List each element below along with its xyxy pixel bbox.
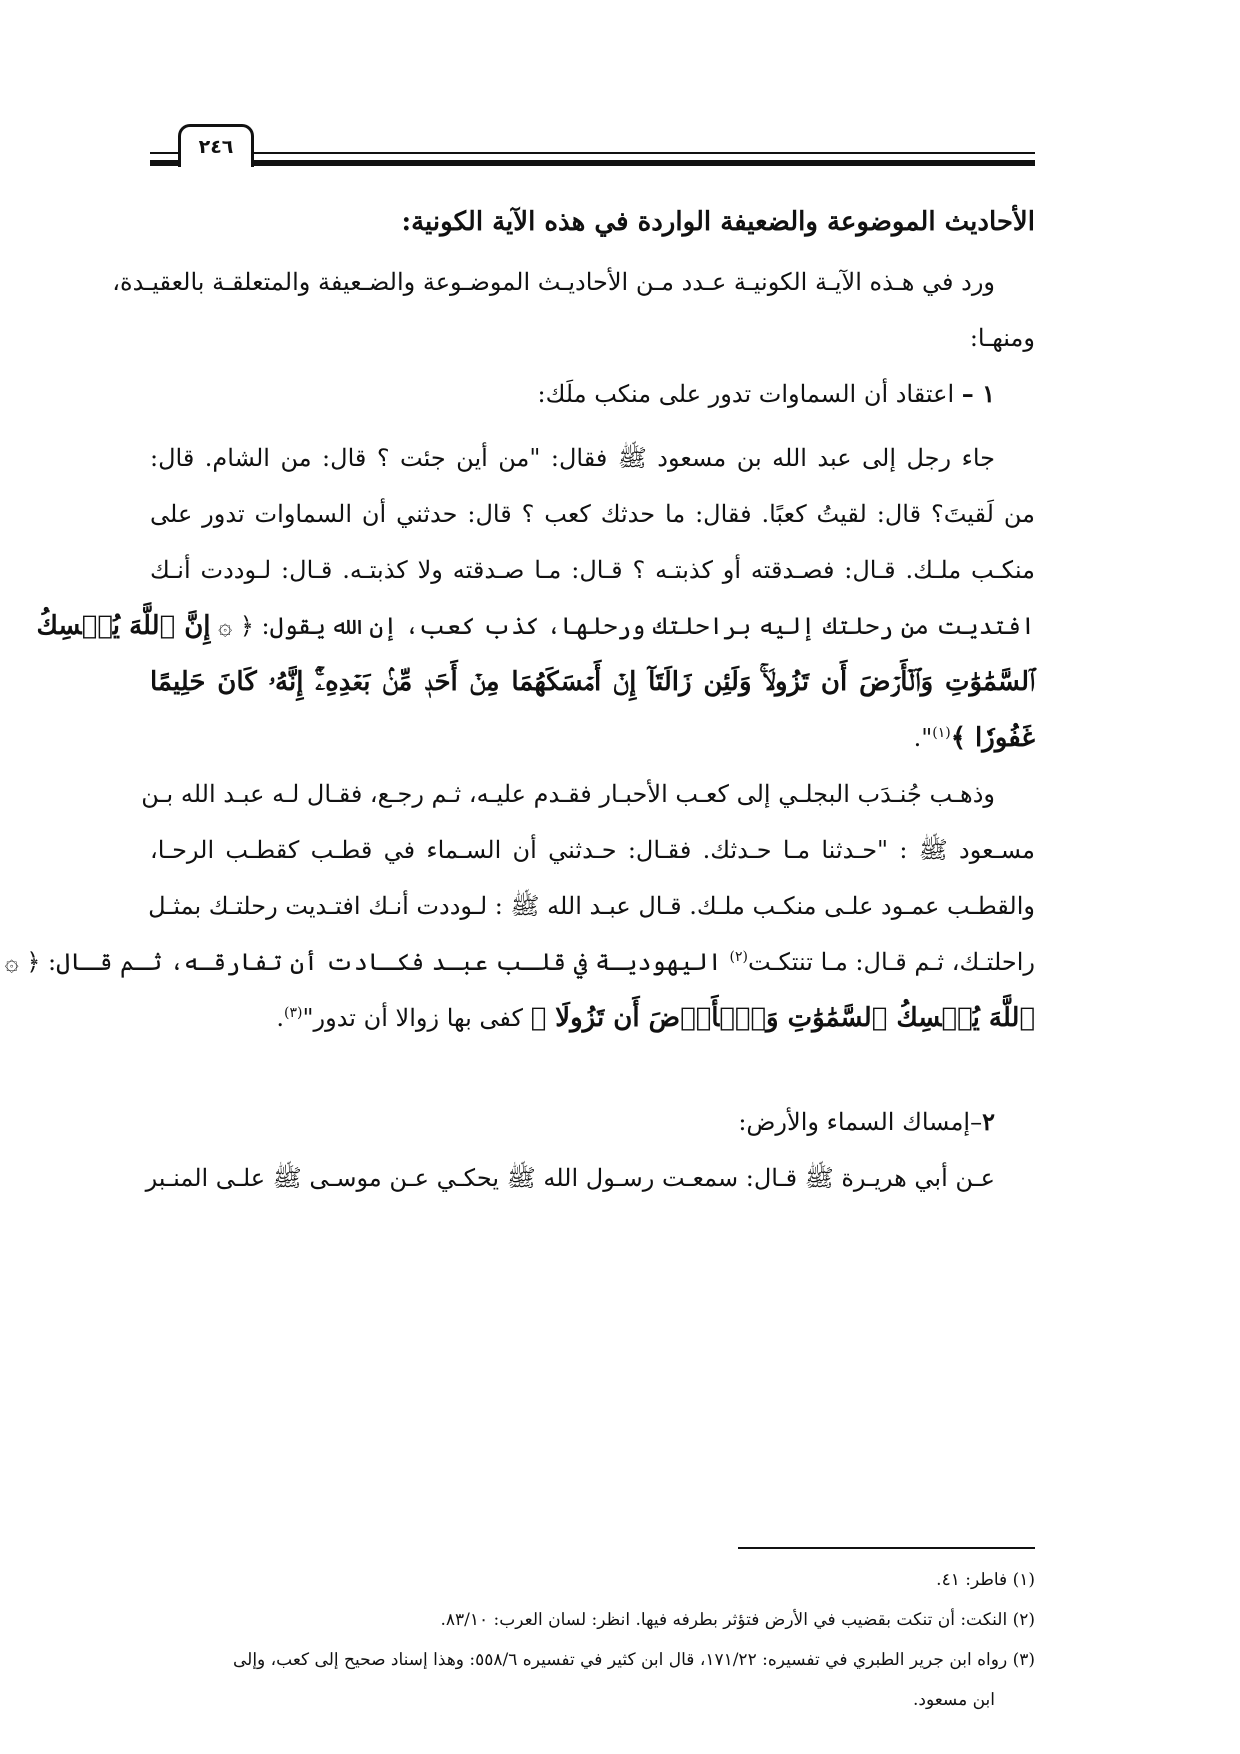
footnote-3: (٣) رواه ابن جرير الطبري في تفسيره: ١٧١/٢٢، قال ابن كثير في تفسيره ٥٥٨/٦: وهذا إسناد صحيح إلى كعب، وإلى [232,1650,1035,1670]
item-2-title [150,1094,1035,1150]
item-2-text: –إمساك السماء والأرض: [738,1108,983,1136]
header-rule-thick [150,160,1035,166]
para-2-line-4-text-a: راحلتـك، ثـم قـال: مـا تنتكـت [747,948,1035,976]
footnote-3-continued: ابن مسعود. [912,1690,995,1710]
footnote-ref-2[interactable]: (٢) [729,949,748,965]
footnote-1: (١) فاطر: ٤١. [936,1570,1035,1590]
header-rule-thin [150,152,1035,154]
quran-verse-line: ٱللَّهَ يُمۡسِكُ ٱلسَّمَٰوَٰتِ وَٱلۡأَرۡضَ أَن تَزُولَا ﴾ [530,1003,1035,1033]
spacer [150,422,1035,430]
para-2-line-4-text-b: اليهوديـة في قلـب عبـد فكـادت أن تفارقـه، ثـم قـال: ﴿ ۞ [4,948,722,976]
para-1-line-3: منكـب ملـك. قـال: فصـدقته أو كذبتـه ؟ قـال: مـا صـدقته ولا كذبتـه. قـال: لـوددت أنـك [150,556,1035,584]
quote-close: ". [913,724,933,752]
page-body [4,190,1035,1206]
para-1-line-1: جاء رجل إلى عبد الله بن مسعود ﷺ فقال: "من أين جئت ؟ قال: من الشام. قال: [150,444,995,472]
item-1-title [150,366,1035,422]
para-2-line-5 [150,990,1035,1046]
para-1-line-6 [150,710,1035,766]
para-3-line-1: عـن أبي هريـرة ﷺ قـال: سمعـت رسـول الله ﷺ يحكـي عـن موسـى ﷺ علـى المنـبر [145,1164,995,1192]
footnotes [150,1560,1035,1720]
footnote-ref-1[interactable]: (١) [932,725,951,741]
item-2-number: ٢ [982,1107,995,1136]
page-number: ٢٤٦ [178,124,254,167]
intro-line-2: ومنهـا: [969,324,1035,352]
para-2-line-3: والقطـب عمـود علـى منكـب ملـك. قـال عبـد الله ﷺ : لـوددت أنـك افتـديت رحلتـك بمثـل [148,892,1035,920]
para-1-line-4-text: افتديت من رحلتك إليه براحلتك ورحلها، كذب كعب، إن الله يقول: ﴿ ۞ [218,612,1035,640]
para-2-line-1: وذهـب جُنـدَب البجلـي إلى كعـب الأحبـار فقـدم عليـه، ثـم رجـع، فقـال لـه عبـد الله بـن [141,780,995,808]
spacer [150,1046,1035,1094]
quran-verse-line: ٱلسَّمَٰوَٰتِ وَٱلۡأَرۡضَ أَن تَزُولَاۚ وَلَئِن زَالَتَآ إِنۡ أَمۡسَكَهُمَا مِنۡ أَحَدٖ مِّنۢ بَعۡدِهِۦٓۚ إِنَّهُۥ كَانَ حَلِيمًا [150,667,1035,697]
para-2-line-4 [4,934,1035,990]
period: . [276,1004,285,1032]
quran-verse-end: غَفُورٗا ﴾ [950,723,1035,753]
para-2-line-5-text: كفى بها زوالا أن تدور" [302,1004,523,1032]
footnote-ref-3[interactable]: (٣) [284,1005,303,1021]
item-1-number: ١ – [961,379,995,408]
footnote-separator [738,1547,1035,1549]
para-1-line-2: من لَقيتَ؟ قال: لقيتُ كعبًا. فقال: ما حدثك كعب ؟ قال: حدثني أن السماوات تدور على [150,500,1035,528]
para-2-line-2: مسـعود ﷺ : "حـدثنا مـا حـدثك. فقـال: حـدثني أن السـماء في قطـب كقطـب الرحـا، [150,836,1035,864]
footnote-2: (٢) النكت: أن تنكت بقضيب في الأرض فتؤثر بطرفه فيها. انظر: لسان العرب: ٨٣/١٠. [440,1610,1035,1630]
section-heading: الأحاديث الموضوعة والضعيفة الواردة في هذه الآية الكونية: [401,207,1035,237]
para-1-line-4 [36,598,1035,654]
item-1-text: اعتقاد أن السماوات تدور على منكب ملَك: [537,380,955,408]
quran-verse: إِنَّ ٱللَّهَ يُمۡسِكُ [36,611,211,641]
intro-line-1: ورد في هـذه الآيـة الكونيـة عـدد مـن الأحاديـث الموضـوعة والضـعيفة والمتعلقـة بالعقيـدة، [112,268,995,296]
